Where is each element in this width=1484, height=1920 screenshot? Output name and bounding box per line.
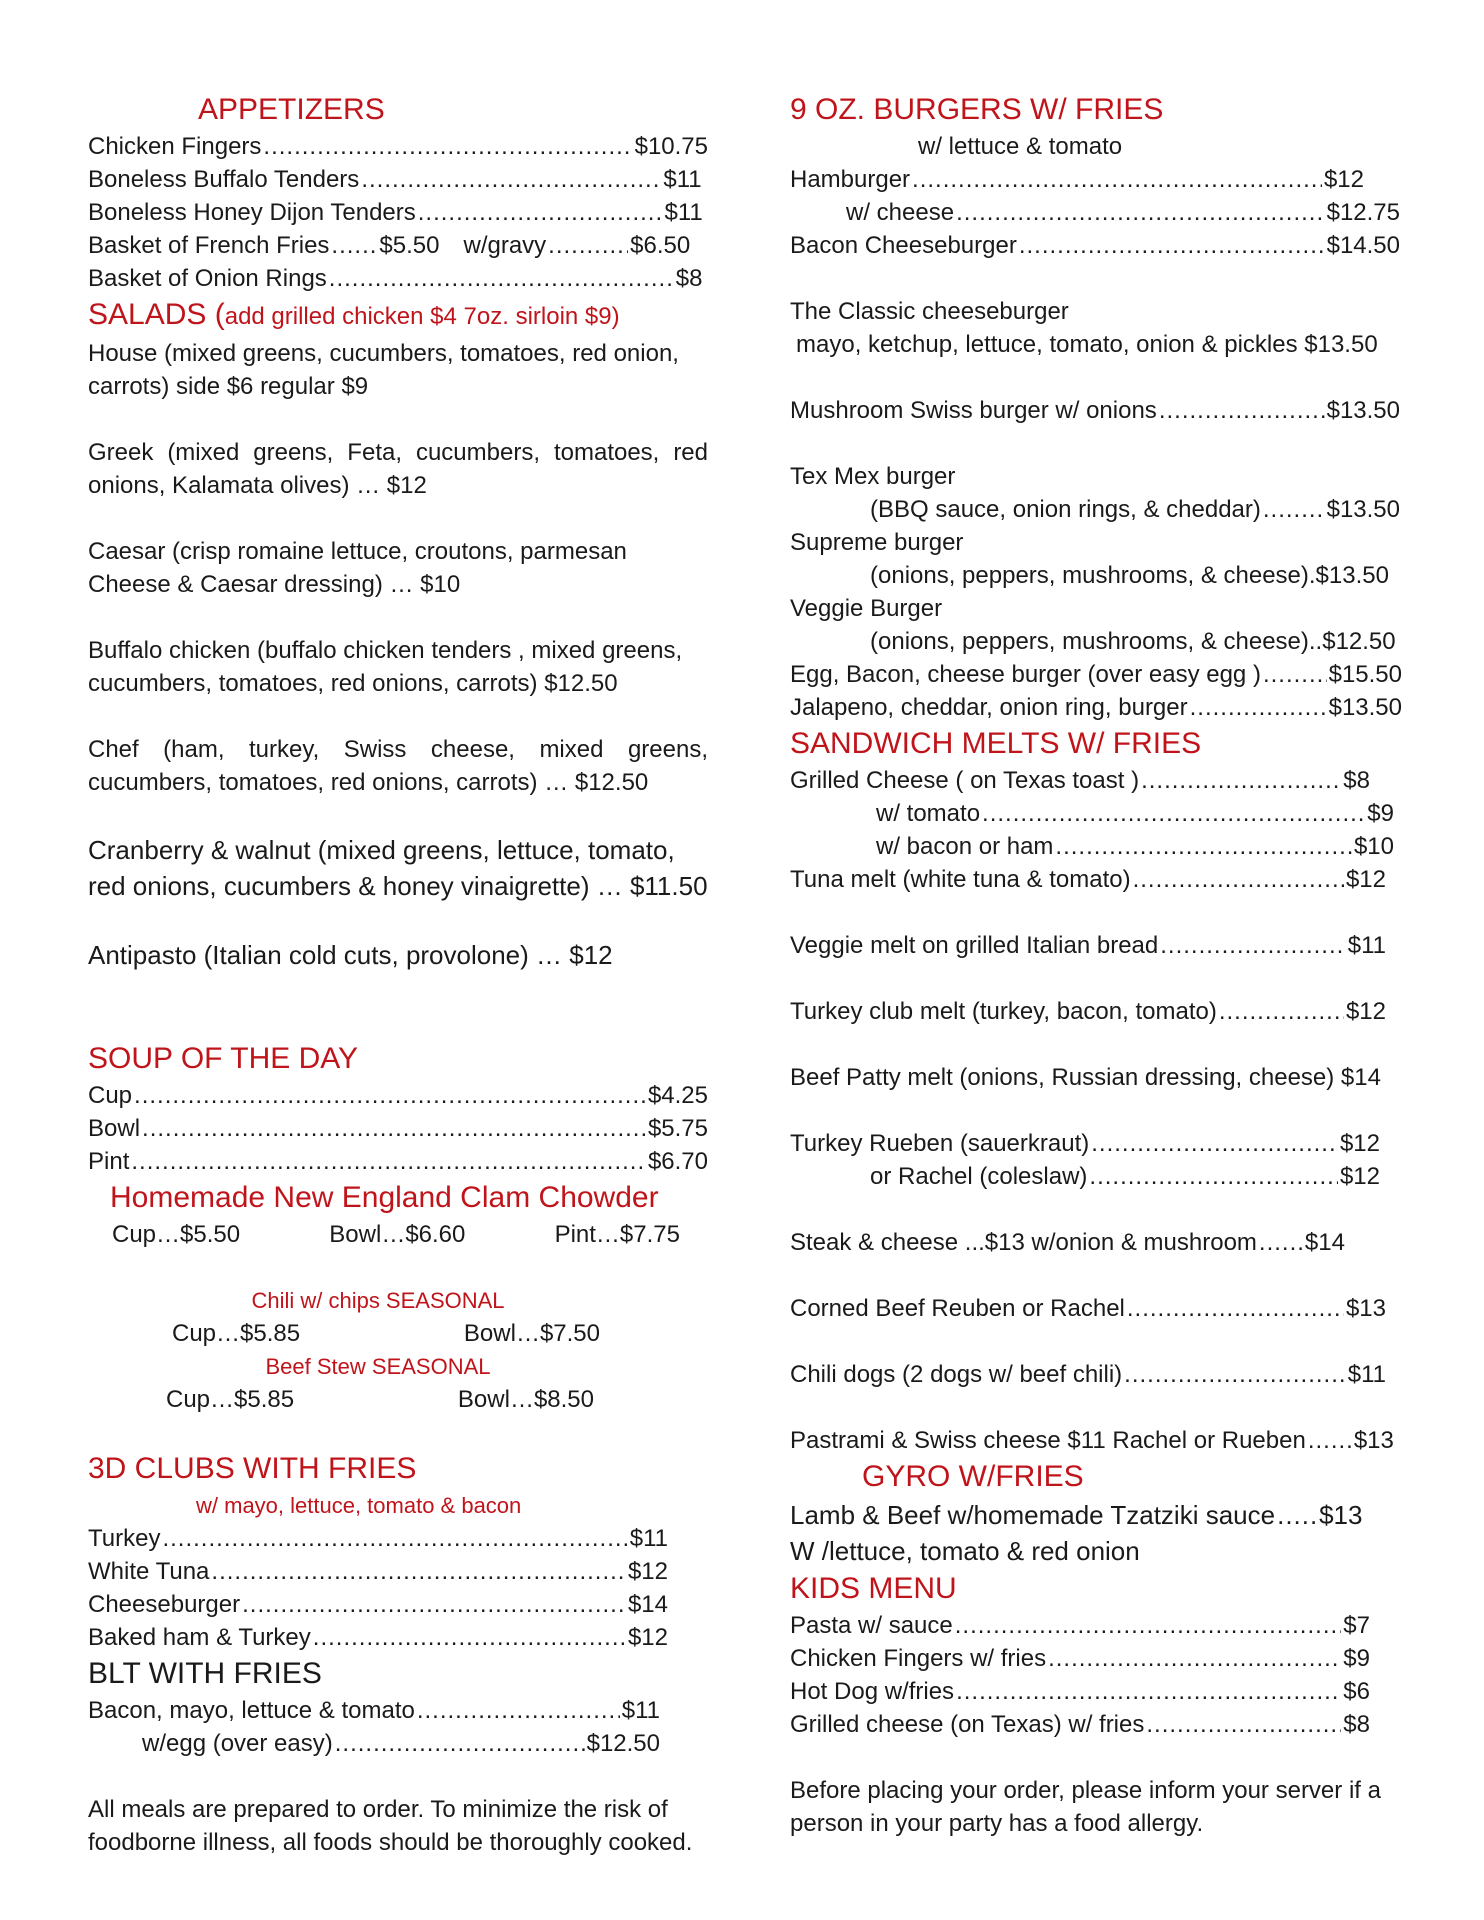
menu-item: w/ cheese ..... $12.75 bbox=[790, 196, 1400, 229]
menu-item: w/egg (over easy) ..... $12.50 bbox=[88, 1727, 660, 1760]
menu-item: Jalapeno, cheddar, onion ring, burger ..... $13.50 bbox=[790, 691, 1402, 724]
clubs-subtitle: w/ mayo, lettuce, tomato & bacon bbox=[196, 1493, 522, 1518]
chowder-prices bbox=[88, 1218, 708, 1251]
menu-item: Turkey Rueben (sauerkraut) ..... $12 bbox=[790, 1127, 1380, 1160]
burgers-heading: 9 OZ. BURGERS W/ FRIES bbox=[790, 93, 1164, 126]
chili-heading: Chili w/ chips SEASONAL bbox=[251, 1288, 505, 1313]
stew-bowl: Bowl…$8.50 bbox=[457, 1386, 594, 1413]
menu-item: Pasta w/ sauce ..... $7 bbox=[790, 1609, 1370, 1642]
stew-prices bbox=[88, 1383, 708, 1416]
gyro-toppings: W /lettuce, tomato & red onion bbox=[790, 1536, 1140, 1566]
veggie-burger-name: Veggie Burger bbox=[790, 595, 943, 622]
stew-heading: Beef Stew SEASONAL bbox=[265, 1354, 491, 1379]
salad-item: Greek (mixed greens, Feta, cucumbers, tomatoes, red onions, Kalamata olives) … $12 bbox=[88, 439, 708, 499]
menu-item: Tuna melt (white tuna & tomato) ..... $12 bbox=[790, 863, 1386, 896]
menu-item: Bacon, mayo, lettuce & tomato ..... $11 bbox=[88, 1694, 660, 1727]
menu-item: Grilled cheese (on Texas) w/ fries ..... $8 bbox=[790, 1708, 1370, 1741]
menu-item: Cheeseburger ..... $14 bbox=[88, 1588, 668, 1621]
beef-patty-melt: Beef Patty melt (onions, Russian dressing, cheese) $14 bbox=[790, 1064, 1381, 1091]
salad-item: Antipasto (Italian cold cuts, provolone) … $12 bbox=[88, 940, 613, 970]
menu-item: Cup ..... $4.25 bbox=[88, 1079, 708, 1112]
menu-item: (BBQ sauce, onion rings, & cheddar) ..... $13.50 bbox=[790, 493, 1400, 526]
chowder-bowl: Bowl…$6.60 bbox=[329, 1221, 466, 1248]
kids-heading: KIDS MENU bbox=[790, 1572, 957, 1605]
menu-item: Boneless Buffalo Tenders ..... $11 bbox=[88, 163, 708, 196]
menu-item: Grilled Cheese ( on Texas toast ) ..... $8 bbox=[790, 764, 1370, 797]
menu-item: Pastrami & Swiss cheese $11 Rachel or Rueben ..... $13 bbox=[790, 1424, 1400, 1457]
menu-item: Chili dogs (2 dogs w/ beef chili) ..... $11 bbox=[790, 1358, 1386, 1391]
menu-item: w/ bacon or ham ..... $10 bbox=[790, 830, 1394, 863]
soup-heading: SOUP OF THE DAY bbox=[88, 1042, 359, 1075]
salad-item: Cranberry & walnut (mixed greens, lettuce, tomato, red onions, cucumbers & honey vinaigrette) … $11.50 bbox=[88, 835, 708, 901]
veggie-burger-desc: (onions, peppers, mushrooms, & cheese)..$12.50 bbox=[870, 628, 1396, 655]
supreme-desc: (onions, peppers, mushrooms, & cheese).$13.50 bbox=[870, 562, 1389, 589]
clubs-heading: 3D CLUBS WITH FRIES bbox=[88, 1452, 417, 1485]
menu-item: Chicken Fingers ..... $10.75 bbox=[88, 130, 708, 163]
food-safety-notice: All meals are prepared to order. To minimize the risk of foodborne illness, all foods should be thoroughly cooked. bbox=[88, 1796, 693, 1856]
menu-item: Chicken Fingers w/ fries ..... $9 bbox=[790, 1642, 1370, 1675]
menu-item: Mushroom Swiss burger w/ onions ..... $13.50 bbox=[790, 394, 1400, 427]
menu-item: or Rachel (coleslaw) ..... $12 bbox=[790, 1160, 1380, 1193]
menu-item: Pint ..... $6.70 bbox=[88, 1145, 708, 1178]
menu-item: Boneless Honey Dijon Tenders ..... $11 bbox=[88, 196, 708, 229]
chili-prices bbox=[88, 1317, 708, 1350]
classic-name: The Classic cheeseburger bbox=[790, 298, 1069, 325]
appetizers-heading: APPETIZERS bbox=[198, 93, 385, 126]
menu-item: Lamb & Beef w/homemade Tzatziki sauce ..... $13 bbox=[790, 1497, 1386, 1533]
menu-item: White Tuna ..... $12 bbox=[88, 1555, 668, 1588]
menu-item: Basket of Onion Rings ..... $8 bbox=[88, 262, 708, 295]
menu-item: Bacon Cheeseburger ..... $14.50 bbox=[790, 229, 1400, 262]
burgers-subtitle: w/ lettuce & tomato bbox=[918, 133, 1123, 160]
stew-cup: Cup…$5.85 bbox=[166, 1386, 295, 1413]
chowder-heading: Homemade New England Clam Chowder bbox=[110, 1181, 659, 1214]
classic-desc: mayo, ketchup, lettuce, tomato, onion & pickles $13.50 bbox=[796, 331, 1378, 358]
menu-item: w/ tomato ..... $9 bbox=[790, 797, 1394, 830]
salad-item: Caesar (crisp romaine lettuce, croutons, parmesan Cheese & Caesar dressing) … $10 bbox=[88, 538, 627, 598]
chili-bowl: Bowl…$7.50 bbox=[463, 1320, 600, 1347]
menu-item: Turkey club melt (turkey, bacon, tomato) ..... $12 bbox=[790, 995, 1386, 1028]
menu-item: Basket of French Fries ..... $5.50 w/gravy ..... $6.50 bbox=[88, 229, 708, 262]
menu-item: Veggie melt on grilled Italian bread ..... $11 bbox=[790, 929, 1386, 962]
menu-item: Baked ham & Turkey ..... $12 bbox=[88, 1621, 668, 1654]
menu-item: Egg, Bacon, cheese burger (over easy egg ) ..... $15.50 bbox=[790, 658, 1402, 691]
right-column bbox=[790, 90, 1410, 1840]
menu-item: Hot Dog w/fries ..... $6 bbox=[790, 1675, 1370, 1708]
supreme-name: Supreme burger bbox=[790, 529, 964, 556]
left-column bbox=[88, 90, 708, 1859]
melts-heading: SANDWICH MELTS W/ FRIES bbox=[790, 727, 1202, 760]
blt-heading: BLT WITH FRIES bbox=[88, 1657, 322, 1690]
allergy-notice: Before placing your order, please inform your server if a person in your party has a food allergy. bbox=[790, 1777, 1381, 1837]
salad-item: House (mixed greens, cucumbers, tomatoes, red onion, carrots) side $6 regular $9 bbox=[88, 340, 679, 400]
texmex-name: Tex Mex burger bbox=[790, 463, 956, 490]
salad-item: Buffalo chicken (buffalo chicken tenders , mixed greens, cucumbers, tomatoes, red onions, carrots) $12.50 bbox=[88, 637, 683, 697]
gyro-heading: GYRO W/FRIES bbox=[862, 1460, 1084, 1493]
menu-item: Steak & cheese ...$13 w/onion & mushroom ..... $14 bbox=[790, 1226, 1386, 1259]
menu-item: Corned Beef Reuben or Rachel ..... $13 bbox=[790, 1292, 1386, 1325]
menu-item: Hamburger ..... $12 bbox=[790, 163, 1364, 196]
menu-item: Bowl ..... $5.75 bbox=[88, 1112, 708, 1145]
salad-item: Chef (ham, turkey, Swiss cheese, mixed greens, cucumbers, tomatoes, red onions, carrots) … $12.50 bbox=[88, 736, 708, 796]
chowder-pint: Pint…$7.75 bbox=[554, 1221, 680, 1248]
salads-heading: SALADS (add grilled chicken $4 7oz. sirloin $9) bbox=[88, 298, 620, 331]
chowder-cup: Cup…$5.50 bbox=[112, 1221, 241, 1248]
menu-item: Turkey ..... $11 bbox=[88, 1522, 668, 1555]
chili-cup: Cup…$5.85 bbox=[172, 1320, 301, 1347]
